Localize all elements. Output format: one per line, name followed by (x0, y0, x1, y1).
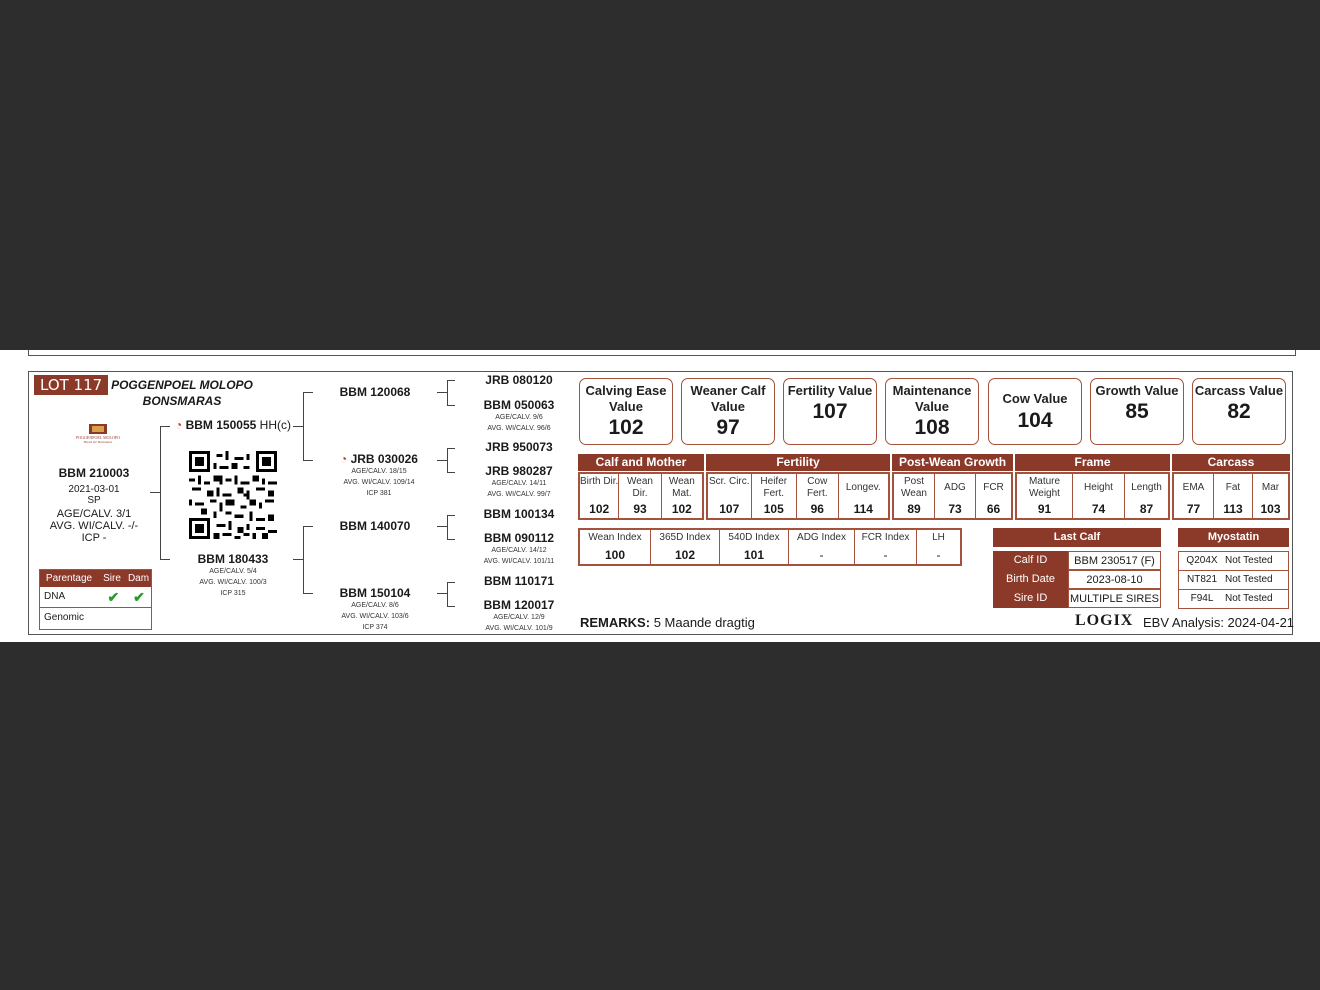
group-post-wean-growth: Post-Wean Growth (892, 454, 1013, 471)
last-calf-label: Sire ID (993, 589, 1068, 608)
ebv-mar: Mar 103 (1260, 482, 1281, 516)
animal-birth-date: 2021-03-01 (68, 484, 120, 495)
ebv-post-wean: Post Wean 89 (894, 474, 935, 518)
dam-dam-age-calv: AGE/CALV. 8/6 (351, 602, 399, 609)
qr-code-icon (189, 451, 277, 539)
remarks (580, 615, 755, 630)
farm-logo (67, 424, 129, 444)
farm-name-line1: POGGENPOEL MOLOPO (111, 378, 253, 392)
genomic-sire (100, 608, 127, 628)
ebv-birth-dir: Birth Dir. 102 (580, 476, 619, 516)
sire-dam-age-calv: AGE/CALV. 18/15 (351, 468, 407, 475)
pedigree-dss: BBM 100134 (483, 507, 555, 521)
ssd-age-calv: AGE/CALV. 9/6 (495, 414, 543, 421)
lot-card (28, 371, 1293, 635)
parentage-row-genomic (40, 608, 151, 628)
dam-id: BBM 180433 (197, 552, 269, 566)
animal-details (39, 466, 149, 544)
animal-code: SP (87, 495, 101, 506)
ebv-fcr: FCR 66 (983, 482, 1004, 516)
farm-name-line2: BONSMARAS (142, 394, 222, 408)
ebv-carcass-table (1172, 472, 1290, 520)
last-calf-value: MULTIPLE SIRES (1068, 589, 1161, 608)
ebv-height: Height 74 (1073, 474, 1125, 518)
dna-sire-check-icon: ✔ (107, 589, 120, 605)
farm-name (107, 377, 257, 409)
last-calf-label: Birth Date (993, 570, 1068, 589)
ebv-length: Length 87 (1131, 482, 1162, 516)
pedigree-dam-dam (325, 586, 425, 633)
value-cow: Cow Value 104 (988, 378, 1082, 445)
dam-dam-avg-wi: AVG. WI/CALV. 103/6 (341, 613, 409, 620)
value-fertility: Fertility Value 107 (783, 378, 877, 445)
ddd-id: BBM 120017 (483, 598, 555, 612)
ebv-wean-mat: Wean Mat. 102 (668, 476, 695, 516)
sire-dam-icp: ICP 381 (366, 490, 392, 497)
pedigree-sss: JRB 080120 (485, 373, 553, 387)
ebv-fat: Fat 113 (1214, 474, 1253, 518)
group-fertility: Fertility (706, 454, 890, 471)
group-frame: Frame (1015, 454, 1170, 471)
ebv-fertility-table (706, 472, 890, 520)
ssd-avg-wi: AVG. WI/CALV. 96/6 (487, 425, 551, 432)
pedigree-dds: BBM 110171 (483, 574, 555, 588)
myostatin-table (1178, 551, 1289, 609)
sire-dam-avg-wi: AVG. WI/CALV. 109/14 (343, 479, 415, 486)
previous-lot-frame-edge (28, 350, 1296, 356)
dna-dam-check-icon: ✔ (133, 589, 145, 605)
lot-label: LOT 117 (34, 375, 108, 395)
group-calf-mother: Calf and Mother (578, 454, 704, 471)
last-calf-value: 2023-08-10 (1068, 570, 1161, 589)
animal-avg-wi: AVG. WI/CALV. -/- (49, 520, 139, 532)
ebv-calf-mother-table (578, 472, 704, 520)
group-carcass: Carcass (1172, 454, 1290, 471)
sdd-age-calv: AGE/CALV. 14/11 (491, 480, 547, 487)
parentage-row-label: Genomic (44, 612, 85, 623)
value-growth: Growth Value 85 (1090, 378, 1184, 445)
myostatin-row: F94L Not Tested (1190, 593, 1273, 604)
remarks-label: REMARKS: (580, 615, 651, 630)
pedigree-sire (175, 418, 291, 432)
sire-suffix: HH(c) (259, 418, 291, 432)
parentage-header-sire: Sire (103, 573, 121, 584)
ebv-scr-circ: Scr. Circ. 107 (708, 476, 750, 516)
sire-dam-marker-icon: ◔ (340, 452, 348, 466)
logo-text-1: POGGENPOEL MOLOPO (76, 435, 120, 440)
sdd-avg-wi: AVG. WI/CALV. 99/7 (487, 491, 551, 498)
last-calf-title: Last Calf (993, 528, 1161, 547)
index-540d: 540D Index 101 (720, 530, 789, 564)
dsd-age-calv: AGE/CALV. 14/12 (491, 547, 547, 554)
dam-dam-icp: ICP 374 (362, 624, 388, 631)
ebv-post-wean-table (892, 472, 1013, 520)
pedigree-dsd (469, 531, 569, 567)
parentage-table (39, 569, 152, 630)
pedigree-sdd (469, 464, 569, 500)
index-adg: ADG Index - (789, 530, 855, 564)
parentage-row-label: DNA (44, 591, 66, 602)
animal-icp: ICP - (81, 532, 107, 544)
pedigree-dam-sire: BBM 140070 (339, 519, 411, 533)
parentage-row-dna (40, 587, 151, 608)
ebv-heifer-fert: Heifer Fert. 105 (752, 474, 798, 518)
ebv-wean-dir: Wean Dir. 93 (619, 474, 661, 518)
ebv-frame-table (1015, 472, 1170, 520)
pedigree-dam (187, 552, 279, 599)
dsd-avg-wi: AVG. WI/CALV. 101/11 (483, 558, 555, 565)
sdd-id: JRB 980287 (485, 464, 553, 478)
genomic-dam (127, 608, 151, 628)
pedigree-sire-dam (325, 452, 433, 499)
myostatin-title: Myostatin (1178, 528, 1289, 547)
sire-id: BBM 150055 (185, 418, 257, 432)
ebv-mature-weight: Mature Weight 91 (1017, 474, 1073, 518)
dam-avg-wi: AVG. WI/CALV. 100/3 (199, 579, 267, 586)
parentage-header-dam: Dam (127, 573, 150, 584)
dam-age-calv: AGE/CALV. 5/4 (209, 568, 257, 575)
pedigree-sds: JRB 950073 (485, 440, 553, 454)
ssd-id: BBM 050063 (483, 398, 555, 412)
animal-age-calv: AGE/CALV. 3/1 (56, 508, 132, 520)
value-weaner-calf: Weaner Calf Value 97 (681, 378, 775, 445)
value-carcass: Carcass Value 82 (1192, 378, 1286, 445)
value-maintenance: Maintenance Value 108 (885, 378, 979, 445)
index-fcr: FCR Index - (855, 530, 917, 564)
pedigree-ddd (469, 598, 569, 634)
ebv-ema: EMA 77 (1174, 474, 1214, 518)
index-table (578, 528, 962, 566)
sire-dam-id: JRB 030026 (350, 452, 418, 466)
ebv-longev: Longev. 114 (845, 482, 881, 516)
parentage-header (40, 570, 151, 587)
value-calving-ease: Calving Ease Value 102 (579, 378, 673, 445)
catalogue-sheet (0, 350, 1320, 642)
dam-icp: ICP 315 (220, 590, 246, 597)
dsd-id: BBM 090112 (483, 531, 555, 545)
ebv-cow-fert: Cow Fert. 96 (797, 474, 839, 518)
last-calf-label: Calf ID (993, 551, 1068, 570)
index-wean: Wean Index 100 (580, 530, 651, 564)
index-365d: 365D Index 102 (651, 530, 720, 564)
animal-id: BBM 210003 (58, 466, 130, 480)
logix-logo: LOGIX (1075, 612, 1134, 629)
logo-text-2: Breed for Bonsmara (83, 440, 113, 444)
pedigree-ssd (469, 398, 569, 434)
myostatin-row: Q204X Not Tested (1179, 552, 1288, 571)
index-lh: LH - (932, 532, 945, 562)
dam-dam-id: BBM 150104 (339, 586, 411, 600)
parentage-header-label: Parentage (45, 573, 93, 584)
sire-marker-icon: ◔ (175, 418, 183, 432)
ddd-age-calv: AGE/CALV. 12/9 (493, 614, 545, 621)
ddd-avg-wi: AVG. WI/CALV. 101/9 (485, 625, 553, 632)
last-calf-value: BBM 230517 (F) (1068, 551, 1161, 570)
pedigree-sire-sire: BBM 120068 (339, 385, 411, 399)
remarks-text: 5 Maande dragtig (653, 615, 755, 630)
ebv-analysis-date: EBV Analysis: 2024-04-21 (1143, 615, 1295, 630)
myostatin-row: NT821 Not Tested (1179, 571, 1288, 590)
ebv-adg: ADG 73 (935, 474, 976, 518)
